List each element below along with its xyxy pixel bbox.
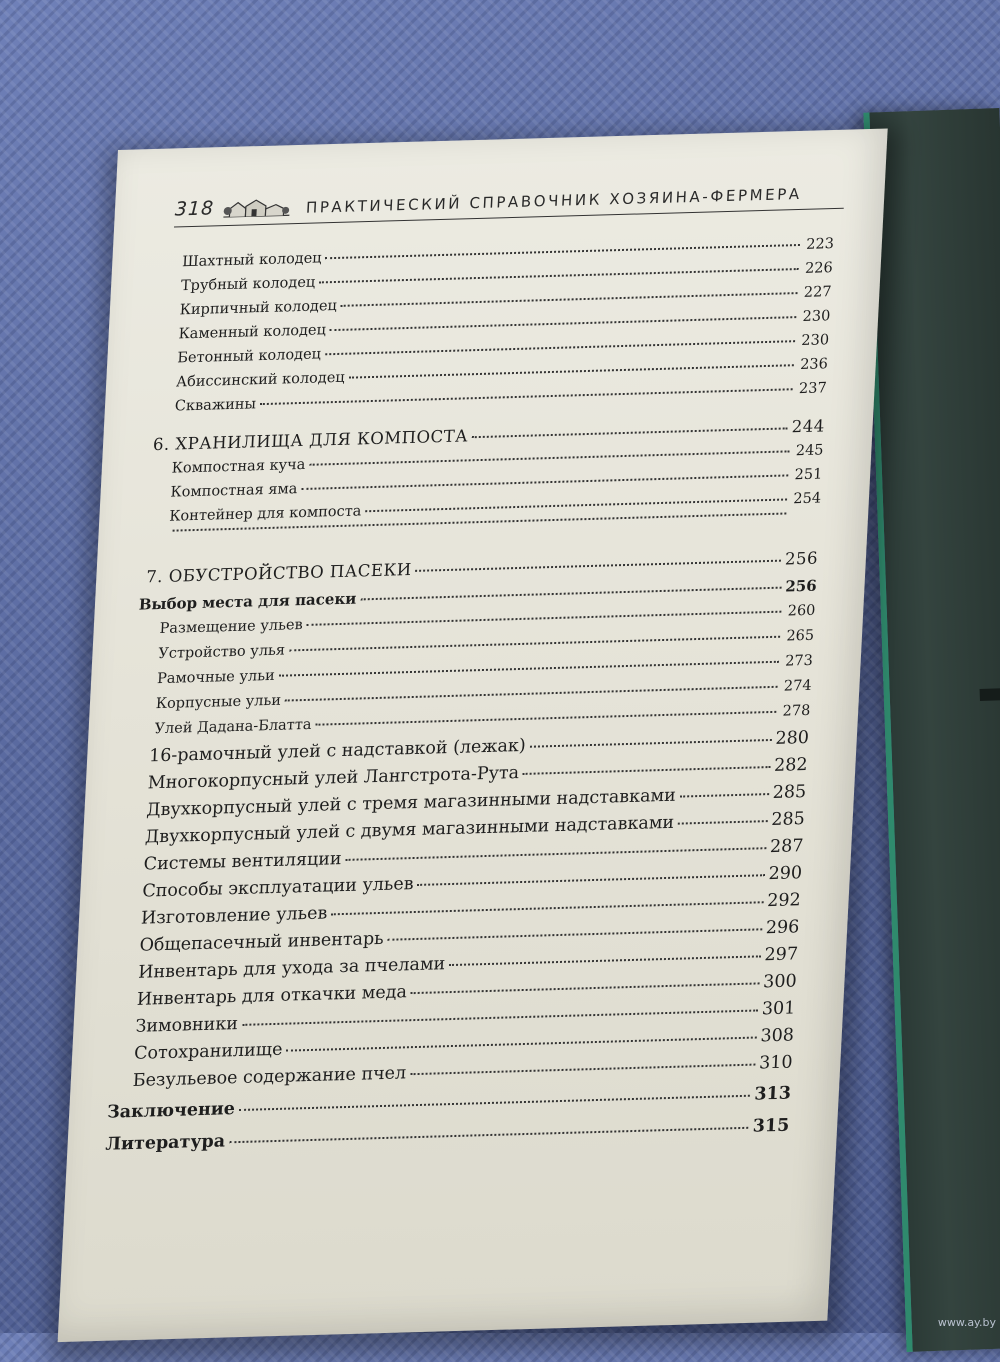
toc-entry-page: 287 [769, 836, 804, 858]
dot-leader [472, 427, 788, 438]
toc-entry-label: Рамочные ульи [156, 667, 276, 688]
toc-entry-page: 297 [764, 944, 799, 966]
toc-chapter-label: 6. ХРАНИЛИЩА ДЛЯ КОМПОСТА [152, 426, 469, 455]
toc-entry-page: 223 [805, 236, 835, 253]
toc-entry-page: 230 [802, 308, 831, 325]
toc-entry-label: 16-рамочный улей с надставкой (лежак) [148, 735, 527, 767]
dot-leader [530, 739, 772, 748]
running-title: ПРАКТИЧЕСКИЙ СПРАВОЧНИК ХОЗЯИНА-ФЕРМЕРА [305, 184, 803, 217]
dot-leader [418, 874, 765, 886]
toc-entry-label: Безульевое содержание пчел [132, 1063, 407, 1091]
toc-entry-page: 260 [787, 602, 816, 620]
toc-entry-page [790, 517, 820, 518]
toc-entry-label: Двухкорпусный улей с двумя магазинными надставками [144, 812, 675, 848]
toc-entry-label: Компостная куча [171, 456, 306, 477]
toc-entry-page: 292 [766, 890, 802, 912]
toc-entry-label: Инвентарь для откачки меда [136, 982, 408, 1010]
toc-section-label: Выбор места для пасеки [138, 589, 357, 614]
toc-entry-label: Контейнер для компоста [168, 503, 362, 525]
toc-entry-page: 274 [783, 677, 812, 695]
toc-entry-label: Абиссинский колодец [175, 369, 346, 391]
dot-leader [416, 560, 782, 572]
toc-entry-page: 251 [794, 466, 823, 484]
toc-entry-label: Компостная яма [170, 481, 298, 501]
toc-entry-page: 282 [773, 754, 809, 776]
dot-leader [523, 766, 770, 775]
toc-entry-page: 313 [753, 1083, 792, 1105]
toc-entry-page: 308 [759, 1025, 795, 1047]
toc-entry-label: Способы эксплуатации ульев [141, 874, 415, 902]
dot-leader [239, 1095, 751, 1111]
toc-entry-label: Корпусные ульи [155, 692, 282, 713]
toc-entry-page: 296 [765, 917, 800, 939]
toc-section-label: Литература [105, 1131, 226, 1155]
toc-entry-label: Трубный колодец [180, 274, 316, 295]
watermark: www.ay.by [937, 1316, 996, 1329]
toc-entry-label: Общепасечный инвентарь [139, 928, 385, 956]
dot-leader [242, 1009, 758, 1025]
toc-entry-page: 285 [772, 782, 807, 803]
toc-entry-page: 236 [799, 356, 829, 374]
toc-entry-page: 226 [804, 260, 834, 277]
toc-entry-label: Шахтный колодец [181, 250, 322, 271]
toc-entry-label: Инвентарь для ухода за пчелами [137, 954, 446, 983]
cover-mark [980, 688, 1000, 701]
dot-leader [411, 982, 759, 994]
toc-entry-page: 256 [784, 576, 818, 596]
toc-entry-label: Зимовники [134, 1013, 239, 1037]
toc-section-label: Заключение [106, 1099, 236, 1123]
dot-leader [331, 901, 763, 915]
dot-leader [388, 928, 762, 940]
toc-entry-page: 237 [798, 380, 828, 398]
toc-entry-label: Изготовление ульев [140, 903, 328, 929]
dot-leader [678, 820, 767, 824]
toc-entry-page: 265 [786, 627, 815, 645]
toc-entry-label: Каменный колодец [178, 322, 327, 343]
dot-leader [286, 1037, 756, 1052]
dot-leader [449, 955, 760, 966]
toc-entry-label: Бетонный колодец [176, 346, 322, 367]
toc-entry-page: 227 [803, 284, 832, 301]
toc-entry-page: 301 [761, 998, 796, 1020]
toc-entry-label: Устройство улья [157, 642, 286, 663]
toc-entry-label: Скважины [174, 396, 257, 415]
table-of-contents [58, 129, 888, 1343]
toc-entry-page: 310 [758, 1052, 793, 1074]
toc-entry-page: 278 [782, 702, 811, 720]
page-number: 318 [174, 197, 215, 221]
toc-entry-page: 254 [792, 490, 822, 508]
dot-leader [307, 611, 782, 626]
toc-entry-page: 256 [784, 548, 819, 569]
toc-entry-label: Размещение ульев [159, 617, 304, 638]
toc-entry-label: Улей Дадана-Блатта [154, 716, 312, 738]
toc-chapter-label: 7. ОБУСТРОЙСТВО ПАСЕКИ [145, 559, 413, 587]
toc-entry-page: 300 [762, 971, 798, 993]
toc-entry-label: Двухкорпусный улей с тремя магазинными надставками [145, 785, 677, 821]
toc-entry-label: Кирпичный колодец [179, 297, 338, 319]
dot-leader [326, 244, 800, 259]
toc-entry-page: 245 [795, 442, 824, 460]
dot-leader [345, 847, 766, 861]
toc-entry-page: 290 [768, 863, 803, 885]
toc-entry-label: Многокорпусный улей Лангстрота-Рута [147, 763, 520, 794]
dot-leader [680, 793, 769, 797]
toc-entry-label: Сотохранилище [133, 1039, 283, 1064]
dot-leader [229, 1127, 749, 1144]
toc-entry-page: 273 [784, 652, 814, 670]
toc-entry-page: 244 [791, 416, 826, 437]
toc-entry-label: Системы вентиляции [143, 849, 343, 875]
dot-leader [360, 587, 781, 601]
dot-leader [410, 1064, 755, 1076]
toc-entry-page: 285 [770, 809, 806, 831]
book-page [58, 129, 888, 1343]
dot-leader [365, 498, 787, 512]
toc-entry-page: 230 [800, 332, 830, 350]
toc-entry-page: 280 [775, 727, 810, 749]
toc-entry-page: 315 [752, 1115, 790, 1137]
